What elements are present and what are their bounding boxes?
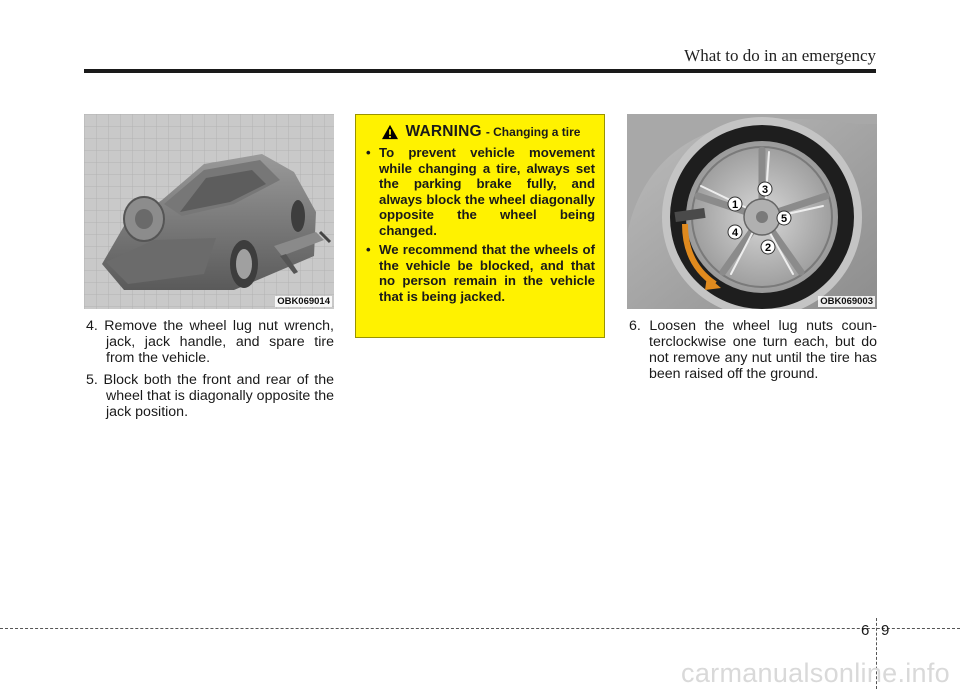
lug-number-2: 2 <box>764 242 772 254</box>
warning-title: WARNING <box>405 123 482 140</box>
car-illustration-art <box>84 114 334 309</box>
warning-item: • We recommend that the wheels of the vehicle be blocked, and that no person remain in the vehicle that is being jacked. <box>366 242 595 304</box>
warning-subtitle: - Changing a tire <box>485 125 581 139</box>
chapter-number: 6 <box>861 622 870 639</box>
wheel-illustration-art <box>627 114 877 309</box>
warning-item: • To prevent vehicle movement while changing a tire, always set the parking brake fully, and always block the wheel diagonally opposite the wheel being changed. <box>366 145 595 238</box>
lug-number-5: 5 <box>780 213 788 225</box>
figure-code: OBK069003 <box>820 296 873 307</box>
steps-right <box>629 318 877 388</box>
page-number: 9 <box>881 622 890 639</box>
lug-number-4: 4 <box>731 227 739 239</box>
section-title: What to do in an emergency <box>684 46 876 65</box>
step-6: 6. Loosen the wheel lug nuts coun-terclockwise one turn each, but do not remove any nut until the tire has been raised off the ground. <box>629 318 877 382</box>
step-4: 4. Remove the wheel lug nut wrench, jack, jack handle, and spare tire from the vehicle. <box>86 318 334 366</box>
steps-left <box>86 318 334 426</box>
car-jack-illustration <box>84 114 334 309</box>
warning-header <box>366 123 595 141</box>
footer-dashed-line <box>0 628 960 629</box>
warning-triangle-icon <box>381 124 399 140</box>
wheel-lug-nut-illustration <box>627 114 877 309</box>
lug-number-3: 3 <box>761 184 769 196</box>
header-rule <box>84 69 876 73</box>
figure-code: OBK069014 <box>277 296 330 307</box>
warning-box <box>355 114 605 338</box>
site-watermark: carmanualsonline.info <box>681 658 950 688</box>
lug-number-1: 1 <box>731 199 739 211</box>
step-5: 5. Block both the front and rear of the wheel that is diagonally opposite the jack position. <box>86 372 334 420</box>
